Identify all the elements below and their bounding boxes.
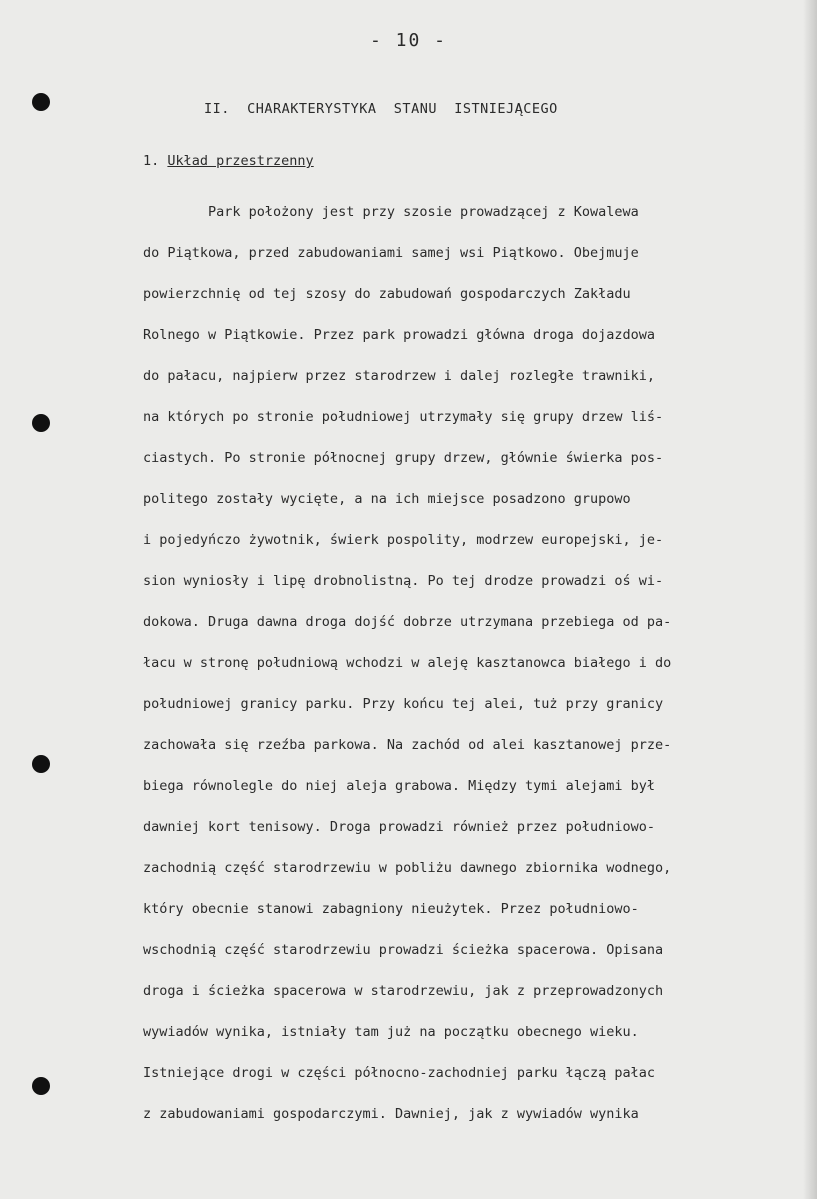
text-line: zachowała się rzeźba parkowa. Na zachód od alei kasztanowej prze- [143, 737, 672, 753]
text-line: Park położony jest przy szosie prowadzącej z Kowalewa [143, 204, 639, 220]
text-line: Istniejące drogi w części północno-zachodniej parku łączą pałac [143, 1065, 656, 1081]
text-line: powierzchnię od tej szosy do zabudowań gospodarczych Zakładu [143, 286, 631, 302]
text-line: do Piątkowa, przed zabudowaniami samej wsi Piątkowo. Obejmuje [143, 245, 639, 261]
page-number: - 10 - [369, 30, 448, 51]
text-line: Rolnego w Piątkowie. Przez park prowadzi główna droga dojazdowa [143, 327, 656, 343]
text-line: który obecnie stanowi zabagniony nieużytek. Przez południowo- [143, 901, 639, 917]
text-line: biega równolegle do niej aleja grabowa. Między tymi alejami był [143, 778, 656, 794]
text-line: do pałacu, najpierw przez starodrzew i dalej rozległe trawniki, [143, 368, 656, 384]
text-line: dawniej kort tenisowy. Droga prowadzi również przez południowo- [143, 819, 656, 835]
text-line: z zabudowaniami gospodarczymi. Dawniej, jak z wywiadów wynika [143, 1106, 639, 1122]
subsection-number: 1. [143, 153, 168, 169]
text-line: ciastych. Po stronie północnej grupy drzew, głównie świerka pos- [143, 450, 664, 466]
punch-hole [32, 93, 50, 111]
text-line: sion wyniosły i lipę drobnolistną. Po tej drodze prowadzi oś wi- [143, 573, 664, 589]
subsection-heading [143, 153, 314, 169]
text-line: południowej granicy parku. Przy końcu tej alei, tuż przy granicy [143, 696, 664, 712]
text-line: łacu w stronę południową wchodzi w aleję kasztanowca białego i do [143, 655, 672, 671]
text-line: droga i ścieżka spacerowa w starodrzewiu, jak z przeprowadzonych [143, 983, 664, 999]
text-line: i pojedyńczo żywotnik, świerk pospolity, modrzew europejski, je- [143, 532, 664, 548]
page-edge-shadow [803, 0, 817, 1199]
text-line: politego zostały wycięte, a na ich miejsce posadzono grupowo [143, 491, 631, 507]
punch-hole [32, 755, 50, 773]
text-line: na których po stronie południowej utrzymały się grupy drzew liś- [143, 409, 664, 425]
text-line: zachodnią część starodrzewiu w pobliżu dawnego zbiornika wodnego, [143, 860, 672, 876]
text-line: wywiadów wynika, istniały tam już na początku obecnego wieku. [143, 1024, 639, 1040]
subsection-title: Układ przestrzenny [167, 153, 314, 169]
punch-hole [32, 1077, 50, 1095]
punch-hole [32, 414, 50, 432]
text-line: wschodnią część starodrzewiu prowadzi ścieżka spacerowa. Opisana [143, 942, 664, 958]
text-line: dokowa. Druga dawna droga dojść dobrze utrzymana przebiega od pa- [143, 614, 672, 630]
section-heading: II. CHARAKTERYSTYKA STANU ISTNIEJĄCEGO [204, 101, 558, 117]
